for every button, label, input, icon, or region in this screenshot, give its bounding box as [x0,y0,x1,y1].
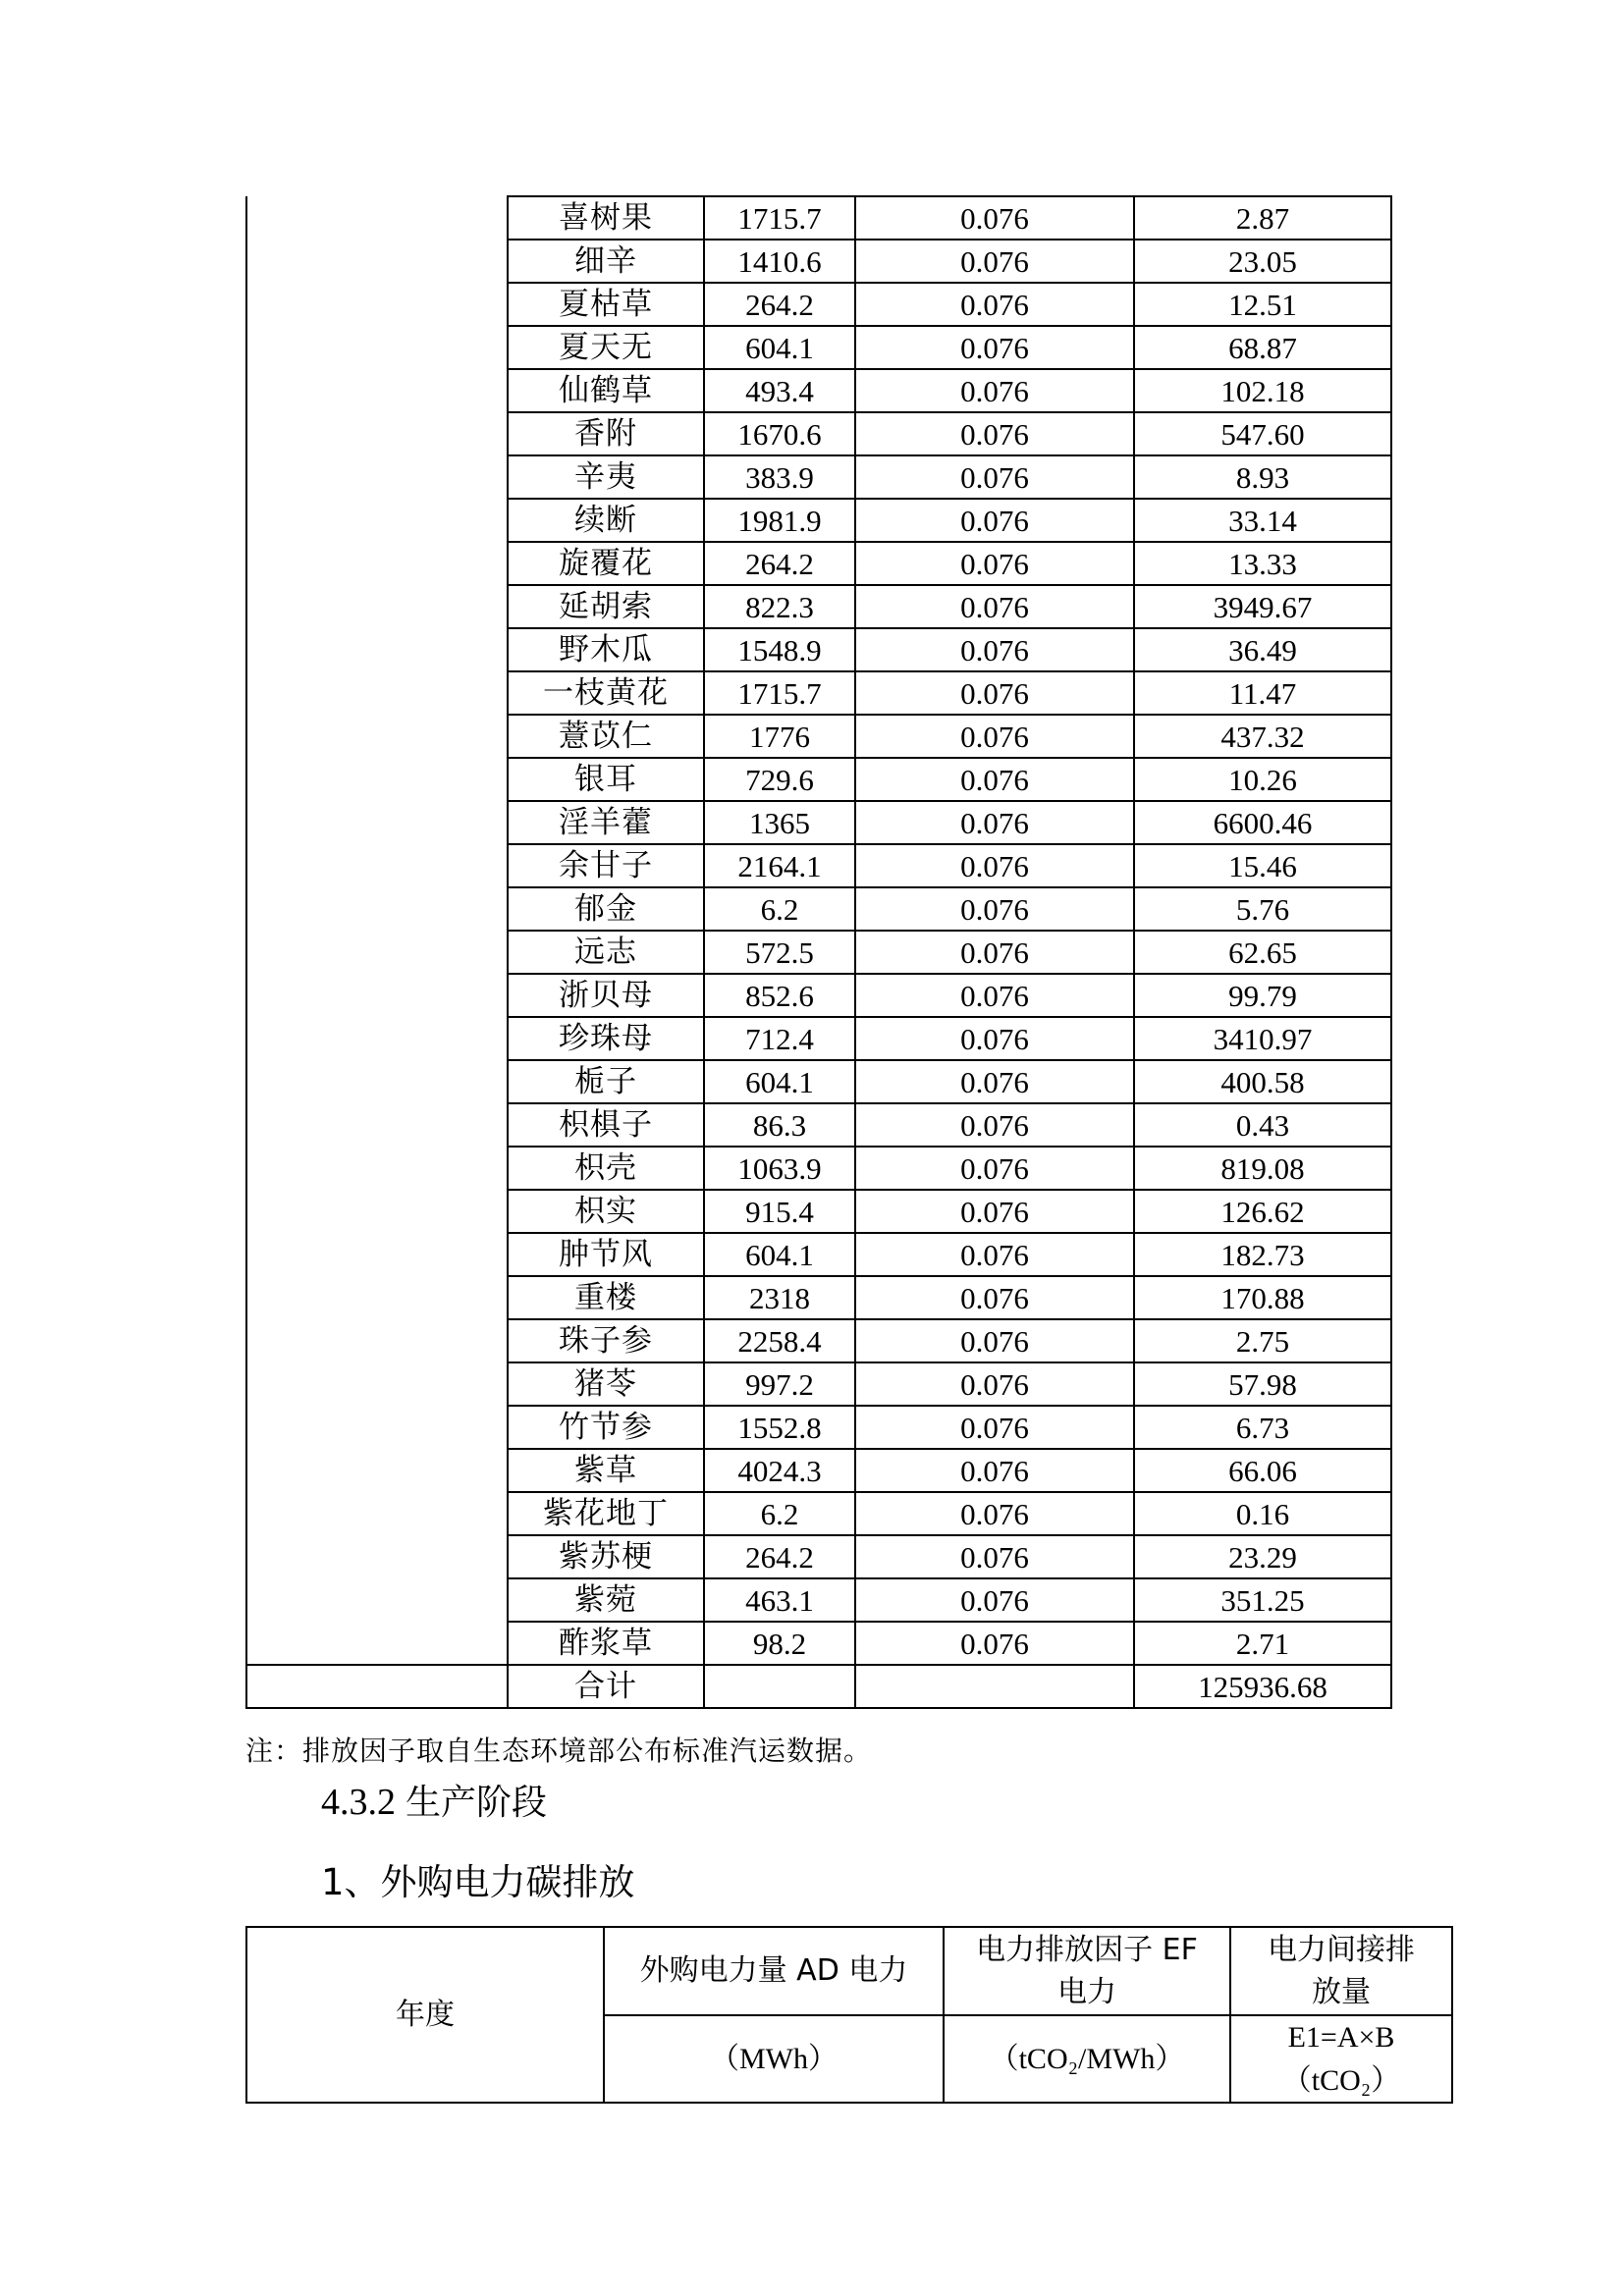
emission-value: 351.25 [1134,1578,1391,1622]
mileage-value: 6.2 [704,887,855,931]
factor-value: 0.076 [855,1147,1134,1190]
herb-name: 酢浆草 [508,1622,704,1665]
table-row [246,931,1391,974]
blank-cell [246,1276,508,1319]
table-row [246,1535,1391,1578]
table-row [246,1406,1391,1449]
factor-value: 0.076 [855,1276,1134,1319]
mileage-value: 1410.6 [704,240,855,283]
factor-value: 0.076 [855,1103,1134,1147]
total-value: 125936.68 [1134,1665,1391,1708]
blank-cell [246,1103,508,1147]
blank-cell [246,499,508,542]
herb-name: 余甘子 [508,844,704,887]
blank-cell [246,585,508,628]
blank-cell [246,628,508,671]
herb-name: 紫花地丁 [508,1492,704,1535]
table-row [246,1362,1391,1406]
blank-cell [246,758,508,801]
mileage-value: 1548.9 [704,628,855,671]
total-label: 合计 [508,1665,704,1708]
e-header-line2: 放量 [1312,1975,1371,2009]
herb-name: 续断 [508,499,704,542]
factor-value: 0.076 [855,1578,1134,1622]
mileage-value: 98.2 [704,1622,855,1665]
mileage-value: 1063.9 [704,1147,855,1190]
emission-value: 437.32 [1134,715,1391,758]
emission-value: 10.26 [1134,758,1391,801]
herb-name: 栀子 [508,1060,704,1103]
herb-name: 夏枯草 [508,283,704,326]
ef-unit: （tCO₂/MWh） [944,2015,1230,2103]
herb-name: 枳壳 [508,1147,704,1190]
factor-value: 0.076 [855,1319,1134,1362]
mileage-value: 383.9 [704,455,855,499]
emission-value: 99.79 [1134,974,1391,1017]
table-row [246,758,1391,801]
emission-value: 6.73 [1134,1406,1391,1449]
emission-value: 57.98 [1134,1362,1391,1406]
table-row [246,1578,1391,1622]
factor-value: 0.076 [855,585,1134,628]
herb-name: 一枝黄花 [508,671,704,715]
herb-emission-table [245,195,1392,1709]
ad-unit: （MWh） [604,2015,944,2103]
blank-cell [246,1449,508,1492]
factor-value: 0.076 [855,499,1134,542]
blank-cell [246,1406,508,1449]
herb-name: 郁金 [508,887,704,931]
blank-cell [246,326,508,369]
mileage-value: 264.2 [704,1535,855,1578]
blank-cell [246,671,508,715]
ef-header [944,1927,1230,2015]
emission-value: 33.14 [1134,499,1391,542]
herb-name: 野木瓜 [508,628,704,671]
herb-name: 重楼 [508,1276,704,1319]
e-unit: （tCO₂） [1281,2063,1401,2097]
section-title: 生产阶段 [406,1783,548,1823]
herb-name: 仙鹤草 [508,369,704,412]
table-row [246,887,1391,931]
emission-value: 2.71 [1134,1622,1391,1665]
blank-cell [246,1535,508,1578]
herb-name: 浙贝母 [508,974,704,1017]
blank-cell [246,974,508,1017]
factor-value: 0.076 [855,1449,1134,1492]
factor-value: 0.076 [855,283,1134,326]
mileage-value: 1552.8 [704,1406,855,1449]
blank-cell [246,412,508,455]
e-formula: E1=A×B [1287,2021,1395,2054]
emission-value: 3949.67 [1134,585,1391,628]
factor-value: 0.076 [855,1535,1134,1578]
table-row [246,974,1391,1017]
herb-name: 夏天无 [508,326,704,369]
herb-name: 珍珠母 [508,1017,704,1060]
table-row [246,455,1391,499]
blank-cell [246,931,508,974]
emission-value: 2.87 [1134,196,1391,240]
herb-name: 紫苏梗 [508,1535,704,1578]
factor-value: 0.076 [855,455,1134,499]
subsection-heading: 1、外购电力碳排放 [321,1861,635,1903]
emission-value: 8.93 [1134,455,1391,499]
blank-cell [246,369,508,412]
table-row [246,369,1391,412]
mileage-value: 915.4 [704,1190,855,1233]
total-row [246,1665,1391,1708]
blank-cell [246,455,508,499]
table-row [246,326,1391,369]
table-row [246,196,1391,240]
blank-cell [246,844,508,887]
factor-value: 0.076 [855,671,1134,715]
mileage-value: 822.3 [704,585,855,628]
e-header [1230,1927,1452,2015]
factor-value: 0.076 [855,758,1134,801]
factor-value: 0.076 [855,1060,1134,1103]
mileage-value: 604.1 [704,1060,855,1103]
table-note: 注：排放因子取自生态环境部公布标准汽运数据。 [245,1735,873,1767]
herb-name: 枳椇子 [508,1103,704,1147]
mileage-value: 572.5 [704,931,855,974]
emission-value: 819.08 [1134,1147,1391,1190]
table-row [246,542,1391,585]
section-number: 4.3.2 [321,1782,396,1823]
year-header: 年度 [246,1927,604,2103]
blank-cell [246,715,508,758]
mileage-value: 1670.6 [704,412,855,455]
herb-name: 远志 [508,931,704,974]
factor-value: 0.076 [855,326,1134,369]
emission-value: 11.47 [1134,671,1391,715]
power-emission-table [245,1926,1453,2104]
herb-name: 淫羊藿 [508,801,704,844]
factor-value: 0.076 [855,1233,1134,1276]
mileage-value: 712.4 [704,1017,855,1060]
emission-value: 62.65 [1134,931,1391,974]
blank-cell [246,1017,508,1060]
emission-value: 126.62 [1134,1190,1391,1233]
herb-name: 旋覆花 [508,542,704,585]
blank-cell [246,1060,508,1103]
e-unit-cell [1230,2015,1452,2103]
herb-name: 紫草 [508,1449,704,1492]
factor-value: 0.076 [855,974,1134,1017]
herb-name: 肿节风 [508,1233,704,1276]
mileage-value: 6.2 [704,1492,855,1535]
emission-value: 0.43 [1134,1103,1391,1147]
factor-value: 0.076 [855,1622,1134,1665]
mileage-value: 2318 [704,1276,855,1319]
factor-value: 0.076 [855,715,1134,758]
blank-cell [246,1578,508,1622]
factor-value: 0.076 [855,1406,1134,1449]
table-row [246,1233,1391,1276]
ad-header: 外购电力量 AD 电力 [604,1927,944,2015]
blank-cell [246,801,508,844]
herb-name: 紫菀 [508,1578,704,1622]
table-row [246,1017,1391,1060]
factor-value: 0.076 [855,542,1134,585]
emission-value: 547.60 [1134,412,1391,455]
blank-cell [246,1190,508,1233]
table-row [246,844,1391,887]
factor-value: 0.076 [855,931,1134,974]
herb-name: 竹节参 [508,1406,704,1449]
emission-value: 400.58 [1134,1060,1391,1103]
emission-value: 102.18 [1134,369,1391,412]
factor-value: 0.076 [855,1190,1134,1233]
section-heading [321,1775,547,1825]
mileage-value: 1981.9 [704,499,855,542]
table-row [246,283,1391,326]
table-row [246,1276,1391,1319]
blank-cell [246,542,508,585]
table-row [246,715,1391,758]
blank-cell [246,283,508,326]
factor-value: 0.076 [855,887,1134,931]
table-row [246,1060,1391,1103]
table-row [246,1622,1391,1665]
mileage-value: 493.4 [704,369,855,412]
blank-cell [246,1492,508,1535]
emission-value: 182.73 [1134,1233,1391,1276]
ef-header-line2: 电力 [1057,1975,1116,2009]
herb-name: 猪苓 [508,1362,704,1406]
ef-header-line1: 电力排放因子 EF [976,1932,1198,1967]
mileage-value: 2164.1 [704,844,855,887]
herb-name: 银耳 [508,758,704,801]
herb-name: 珠子参 [508,1319,704,1362]
blank-cell [246,1319,508,1362]
emission-value: 6600.46 [1134,801,1391,844]
herb-name: 香附 [508,412,704,455]
blank-cell [246,240,508,283]
mileage-value: 463.1 [704,1578,855,1622]
emission-value: 0.16 [1134,1492,1391,1535]
herb-name: 薏苡仁 [508,715,704,758]
mileage-value: 2258.4 [704,1319,855,1362]
table-row [246,585,1391,628]
emission-value: 5.76 [1134,887,1391,931]
mileage-value: 1715.7 [704,671,855,715]
herb-name: 枳实 [508,1190,704,1233]
factor-value: 0.076 [855,412,1134,455]
factor-value: 0.076 [855,1017,1134,1060]
emission-value: 170.88 [1134,1276,1391,1319]
mileage-value: 1715.7 [704,196,855,240]
factor-value: 0.076 [855,369,1134,412]
mileage-value: 1776 [704,715,855,758]
herb-name: 延胡索 [508,585,704,628]
table-row [246,671,1391,715]
factor-value: 0.076 [855,628,1134,671]
emission-value: 3410.97 [1134,1017,1391,1060]
mileage-value: 4024.3 [704,1449,855,1492]
factor-value: 0.076 [855,240,1134,283]
herb-name: 细辛 [508,240,704,283]
emission-value: 68.87 [1134,326,1391,369]
table-row [246,1190,1391,1233]
mileage-value: 604.1 [704,1233,855,1276]
blank-cell [246,1147,508,1190]
table-row [246,1103,1391,1147]
table-row [246,1449,1391,1492]
emission-value: 23.29 [1134,1535,1391,1578]
emission-value: 23.05 [1134,240,1391,283]
blank-cell [246,1622,508,1665]
blank-cell [246,1362,508,1406]
emission-value: 36.49 [1134,628,1391,671]
blank-cell [246,1233,508,1276]
emission-value: 15.46 [1134,844,1391,887]
factor-value: 0.076 [855,196,1134,240]
table-row [246,412,1391,455]
emission-value: 2.75 [1134,1319,1391,1362]
mileage-value: 604.1 [704,326,855,369]
mileage-value: 1365 [704,801,855,844]
mileage-value: 86.3 [704,1103,855,1147]
blank-cell [246,887,508,931]
table-row [246,628,1391,671]
table-row [246,1147,1391,1190]
emission-value: 12.51 [1134,283,1391,326]
table-row [246,1319,1391,1362]
table-row [246,499,1391,542]
mileage-value: 997.2 [704,1362,855,1406]
herb-name: 辛夷 [508,455,704,499]
mileage-value: 852.6 [704,974,855,1017]
factor-value: 0.076 [855,801,1134,844]
mileage-value: 264.2 [704,542,855,585]
table-row [246,1492,1391,1535]
mileage-value: 729.6 [704,758,855,801]
emission-value: 13.33 [1134,542,1391,585]
table-row [246,801,1391,844]
blank-cell [246,196,508,240]
herb-name: 喜树果 [508,196,704,240]
emission-value: 66.06 [1134,1449,1391,1492]
factor-value: 0.076 [855,1362,1134,1406]
mileage-value: 264.2 [704,283,855,326]
table-row [246,240,1391,283]
e-header-line1: 电力间接排 [1268,1932,1415,1967]
factor-value: 0.076 [855,844,1134,887]
factor-value: 0.076 [855,1492,1134,1535]
